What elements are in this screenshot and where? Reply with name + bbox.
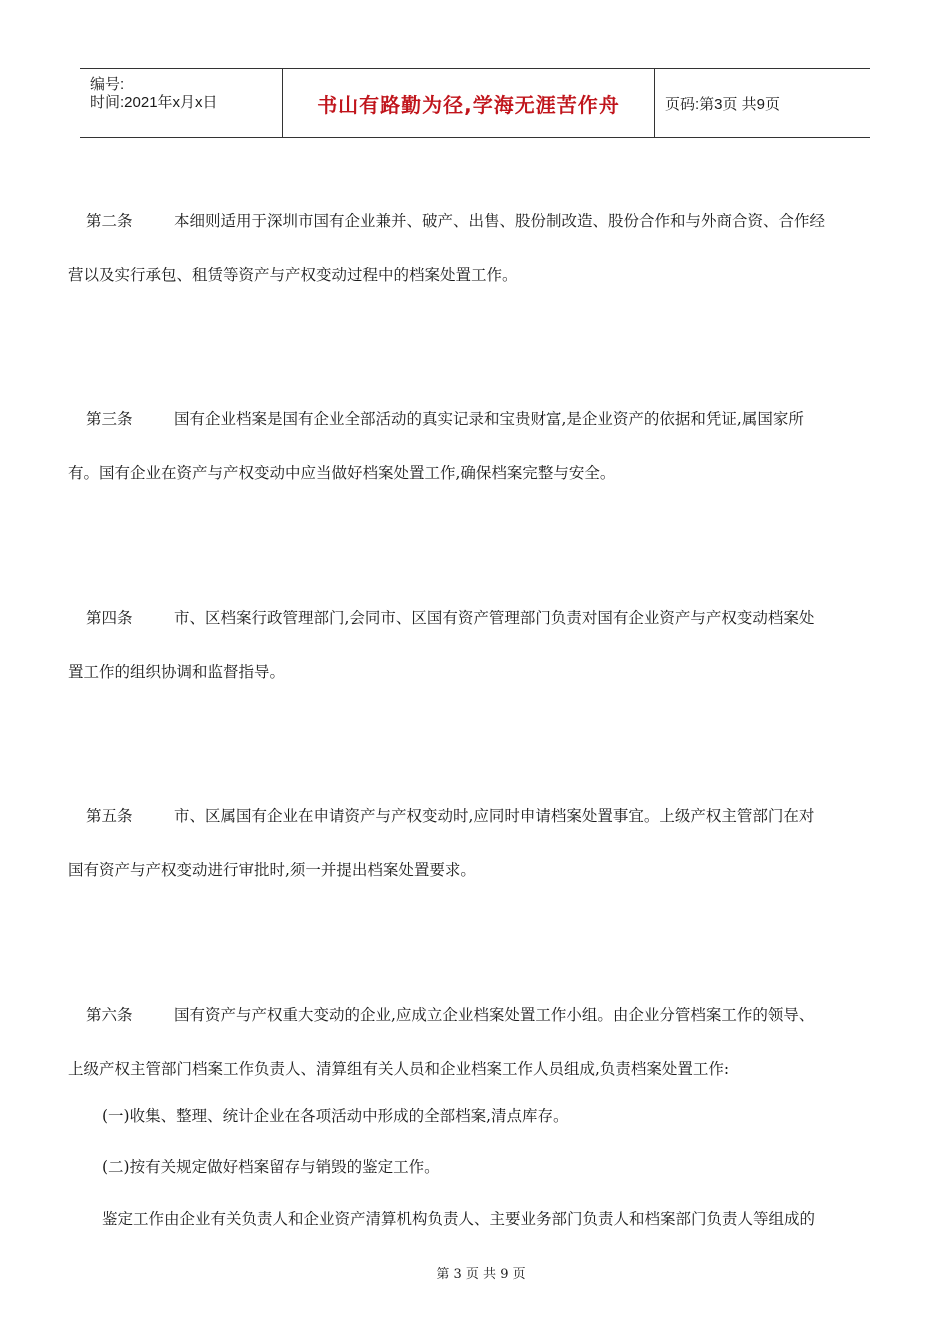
article-6 [68, 988, 883, 1096]
document-code: 编号: [90, 76, 125, 93]
article-text: 上级产权主管部门档案工作负责人、清算组有关人员和企业档案工作人员组成,负责档案处置工作: [68, 1060, 730, 1078]
article-text: 营以及实行承包、租赁等资产与产权变动过程中的档案处置工作。 [68, 266, 518, 284]
document-header [80, 68, 870, 138]
article-number: 第三条 [86, 410, 133, 428]
article-number: 第五条 [86, 807, 133, 825]
article-4 [68, 591, 883, 699]
list-item: (二)按有关规定做好档案留存与销毁的鉴定工作。 [102, 1158, 440, 1176]
document-date: 时间:2021年x月x日 [90, 94, 218, 111]
list-item: (一)收集、整理、统计企业在各项活动中形成的全部档案,清点库存。 [102, 1107, 569, 1125]
header-motto: 书山有路勤为径,学海无涯苦作舟 [317, 92, 620, 117]
article-text: 国有资产与产权变动进行审批时,须一并提出档案处置要求。 [68, 861, 476, 879]
article-number: 第二条 [86, 212, 133, 230]
article-5 [68, 789, 883, 897]
article-text: 有。国有企业在资产与产权变动中应当做好档案处置工作,确保档案完整与安全。 [68, 464, 616, 482]
article-2 [68, 194, 883, 302]
article-text: 本细则适用于深圳市国有企业兼并、破产、出售、股份制改造、股份合作和与外商合资、合作经 [174, 212, 826, 230]
header-meta [80, 69, 282, 137]
article-text: 国有企业档案是国有企业全部活动的真实记录和宝贵财富,是企业资产的依据和凭证,属国家所 [174, 410, 804, 428]
article-3 [68, 392, 883, 500]
list-item: 鉴定工作由企业有关负责人和企业资产清算机构负责人、主要业务部门负责人和档案部门负责人等组成的 [102, 1210, 816, 1228]
article-number: 第四条 [86, 609, 133, 627]
article-text: 市、区档案行政管理部门,会同市、区国有资产管理部门负责对国有企业资产与产权变动档案处 [174, 609, 815, 627]
article-number: 第六条 [86, 1006, 133, 1024]
article-text: 国有资产与产权重大变动的企业,应成立企业档案处置工作小组。由企业分管档案工作的领导、 [174, 1006, 815, 1024]
page-footer: 第 3 页 共 9 页 [436, 1267, 526, 1282]
header-page-cell [655, 69, 870, 137]
article-text: 市、区属国有企业在申请资产与产权变动时,应同时申请档案处置事宜。上级产权主管部门在对 [174, 807, 815, 825]
header-page-number: 页码:第3页 共9页 [665, 95, 781, 113]
header-motto-cell [282, 69, 655, 137]
article-text: 置工作的组织协调和监督指导。 [68, 663, 286, 681]
